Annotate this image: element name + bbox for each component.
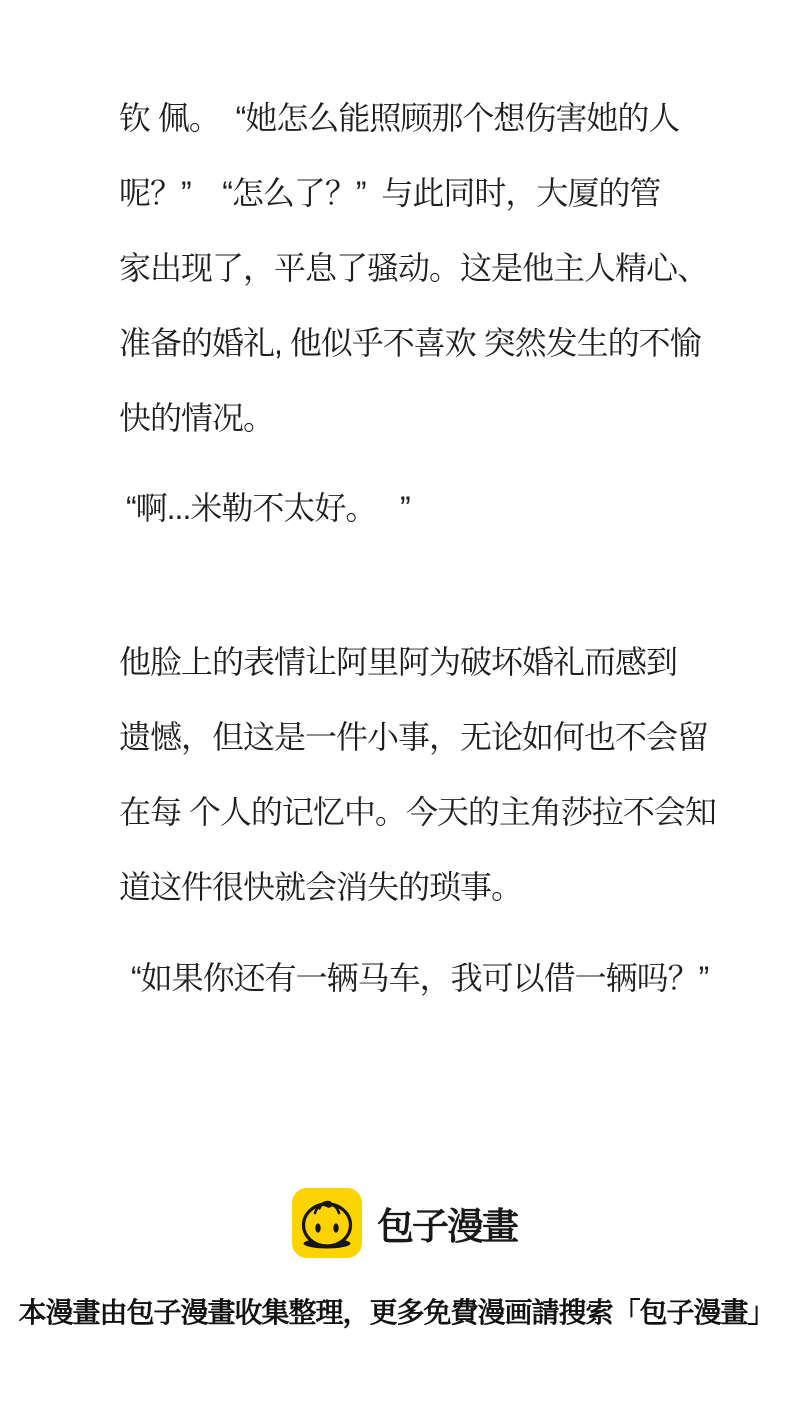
story-line: 家出现了，平息了骚动。这是他主人精心、 [119,250,709,286]
story-line: 道这件很快就会消失的琐事。 [119,869,523,905]
story-line: 呢？” “怎么了？” 与此同时，大厦的管 [119,175,661,211]
story-line: 他脸上的表情让阿里阿为破坏婚礼而感到 [119,644,678,680]
story-line: 快的情况。 [119,400,275,436]
baozi-bun-icon [292,1188,362,1258]
story-line: “如果你还有一辆马车，我可以借一辆吗？” [131,960,709,996]
story-line: 准备的婚礼, 他似乎不喜欢 突然发生的不愉 [119,325,701,361]
story-line: 钦 佩。 “她怎么能照顾那个想伤害她的人 [119,100,680,136]
dialogue-paragraph-2 [131,941,708,1016]
dialogue-paragraph-1 [126,471,410,546]
narration-paragraph-2 [119,625,716,925]
story-line: 在每 个人的记忆中。今天的主角莎拉不会知 [119,794,716,830]
story-line: 遗憾，但这是一件小事，无论如何也不会留 [119,719,709,755]
credit-footer-text: 本漫畫由包子漫畫收集整理，更多免費漫画請搜索「包子漫畫」 [18,1297,775,1328]
brand-logo [292,1188,517,1258]
narration-paragraph-1 [119,81,708,456]
story-line: “啊...米勒不太好。 ” [126,490,410,526]
brand-name: 包子漫畫 [377,1206,517,1247]
